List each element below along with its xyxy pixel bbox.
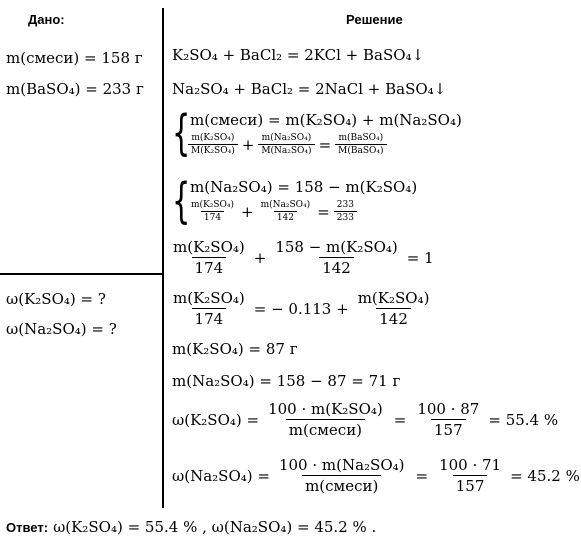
solution-header: Решение [346,12,403,27]
fraction: $\frac{\text{m(K₂SO₄)}}{174}$ [173,238,245,277]
reaction-k2so4: K₂SO₄ + BaCl₂ = 2KCl + BaSO₄↓ [172,46,425,64]
fraction: $\frac{\text{100 · m(K₂SO₄)}}{\text{m(смеси)}}$ [268,400,383,439]
column-divider [162,8,164,508]
given-find-divider [0,273,163,275]
fraction: $\frac{\text{100 · m(Na₂SO₄)}}{\text{m(смеси)}}$ [278,456,405,495]
fraction: $\frac{100 \cdot 87}{157}$ [417,400,480,439]
fraction: $\frac{\text{m(K₂SO₄)}}{\text{M(K₂SO₄)}}$ [188,133,238,156]
answer-line [6,518,376,536]
fraction: $\frac{\text{158 − m(K₂SO₄)}}{142}$ [275,238,398,277]
system1-mass-balance: m(смеси) = m(K₂SO₄) + m(Na₂SO₄) [190,111,462,129]
system-brace-2: { [172,173,191,229]
fraction: $\frac{100 \cdot 71}{157}$ [439,456,502,495]
fraction: $\frac{\text{m(Na₂SO₄)}}{142}$ [260,200,311,223]
system2-equation: $\frac{\text{m(K₂SO₄)}}{174}$ + $\frac{\text{m(Na₂SO₄)}}{142}$ = $\frac{233}{233}$ [188,200,357,223]
fraction: $\frac{\text{m(BaSO₄)}}{\text{M(BaSO₄)}}$ [335,133,386,156]
given-baso4-mass: m(BaSO₄) = 233 г [6,80,144,98]
mass-fraction-na2so4: ω(Na₂SO₄) = $\frac{\text{100 · m(Na₂SO₄)}}{\text{m(смеси)}}$ = $\frac{100 \cdot 71}{157}$ = 45.2 % [172,456,580,495]
answer-text: ω(K₂SO₄) = 55.4 % , ω(Na₂SO₄) = 45.2 % . [53,518,377,536]
fraction: $\frac{\text{m(K₂SO₄)}}{174}$ [191,200,235,223]
fraction: $\frac{\text{m(K₂SO₄)}}{174}$ [173,289,245,328]
fraction: $\frac{\text{m(Na₂SO₄)}}{\text{M(Na₂SO₄)}}$ [258,133,314,156]
find-na2so4: ω(Na₂SO₄) = ? [6,320,117,338]
fraction: $\frac{233}{233}$ [334,200,357,223]
given-header: Дано: [28,12,65,27]
system2-substitution: m(Na₂SO₄) = 158 − m(K₂SO₄) [190,178,418,196]
combined-equation: $\frac{\text{m(K₂SO₄)}}{174}$ + $\frac{\text{158 − m(K₂SO₄)}}{142}$ = 1 [170,238,434,277]
rearranged-equation: $\frac{\text{m(K₂SO₄)}}{174}$ = − 0.113 + $\frac{\text{m(K₂SO₄)}}{142}$ [170,289,432,328]
given-mix-mass: m(смеси) = 158 г [6,49,143,67]
system-brace-1: { [172,105,191,161]
answer-label: Ответ: [6,519,49,535]
fraction: $\frac{\text{m(K₂SO₄)}}{142}$ [357,289,430,328]
system1-mole-balance: $\frac{\text{m(K₂SO₄)}}{\text{M(K₂SO₄)}}$ + $\frac{\text{m(Na₂SO₄)}}{\text{M(Na₂SO₄)}}$ = $\frac{\text{m(BaSO₄)}}{\text{M(BaSO₄)}}$ [188,133,387,156]
mass-fraction-k2so4: ω(K₂SO₄) = $\frac{\text{100 · m(K₂SO₄)}}{\text{m(смеси)}}$ = $\frac{100 \cdot 87}{157}$ = 55.4 % [172,400,559,439]
result-na2so4-mass: m(Na₂SO₄) = 158 − 87 = 71 г [172,372,401,390]
result-k2so4-mass: m(K₂SO₄) = 87 г [172,340,298,358]
find-k2so4: ω(K₂SO₄) = ? [6,290,106,308]
reaction-na2so4: Na₂SO₄ + BaCl₂ = 2NaCl + BaSO₄↓ [172,80,447,98]
